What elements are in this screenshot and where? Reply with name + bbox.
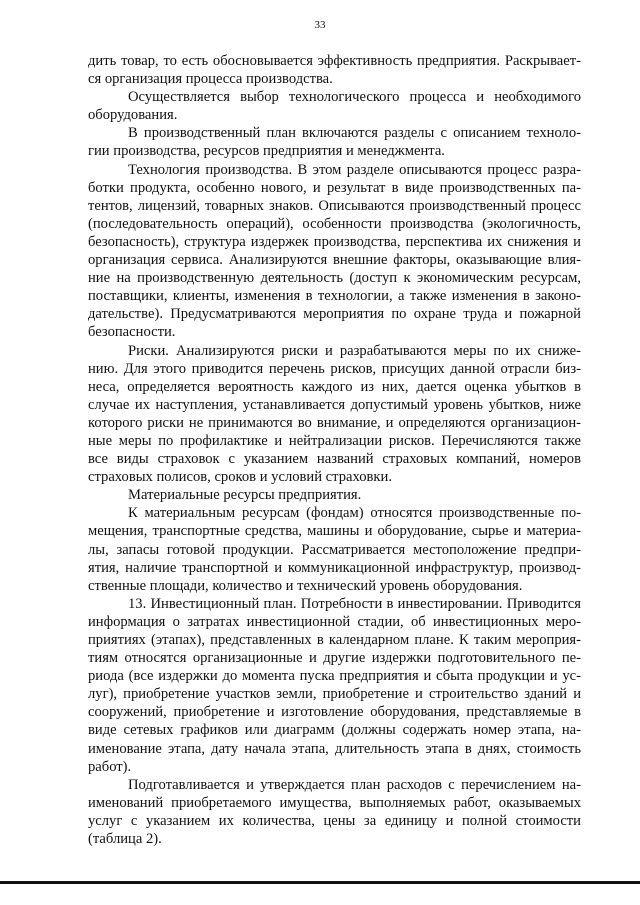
text-line: оборудования. — [88, 107, 178, 124]
text-line: сооружений, приобретение и изготовление оборудования, представляемые в — [88, 704, 581, 721]
text-line: ные меры по профилактике и нейтрализации рисков. Перечисляются также — [88, 432, 581, 449]
text-line: Подготавливается и утверждается план расходов с перечислением на- — [128, 776, 581, 793]
text-line: именование этапа, дату начала этапа, длительность этапа в днях, стоимость — [88, 740, 581, 757]
text-line: В производственный план включаются разделы с описанием техноло- — [128, 125, 581, 142]
text-line: риода (все издержки до момента пуска предприятия и сбыта продукции и ус- — [88, 668, 581, 685]
text-line: услуг с указанием их количества, цены за единицу и полной стоимости — [88, 812, 581, 829]
text-line: дательстве). Предусматриваются мероприятия по охране труда и пожарной — [88, 306, 581, 323]
text-line: ственные площади, количество и технический уровень оборудования. — [88, 577, 523, 594]
text-line: случае их наступления, устанавливается допустимый уровень убытков, ниже — [88, 396, 581, 413]
text-line: страховых полисов, сроков и условий страховки. — [88, 469, 392, 486]
text-line: безопасность), структура издержек производства, перспектива их снижения и — [88, 233, 581, 250]
text-line: именований приобретаемого имущества, выполняемых работ, оказываемых — [88, 794, 581, 811]
text-line: ботки продукта, особенно нового, и результат в виде производственных па- — [88, 179, 581, 196]
text-line: тентов, лицензий, товарных знаков. Описываются производственный процесс — [88, 197, 581, 214]
text-line: ся организация процесса производства. — [88, 71, 333, 88]
text-line: информация о затратах инвестиционной стадии, об инвестиционных меро- — [88, 613, 581, 630]
text-line: Риски. Анализируются риски и разрабатываются меры по их сниже- — [128, 342, 581, 359]
text-line: которого риски не принимаются во внимание, и определяются организацион- — [88, 414, 581, 431]
text-line: Материальные ресурсы предприятия. — [128, 487, 362, 504]
text-line: 13. Инвестиционный план. Потребности в инвестировании. Приводится — [128, 595, 581, 612]
text-line: мещения, транспортные средства, машины и оборудование, сырье и материа- — [88, 523, 581, 540]
text-line: К материальным ресурсам (фондам) относятся производственные по- — [128, 505, 581, 522]
text-line: ятия, наличие транспортной и коммуникационной инфраструктур, производ- — [88, 559, 581, 576]
text-line: поставщики, клиенты, изменения в технологии, а также изменения в законо- — [88, 288, 581, 305]
text-line: тиям относятся организационные и другие издержки подготовительного пе- — [88, 650, 581, 667]
text-line: все виды страховок с указанием названий страховых компаний, номеров — [88, 451, 581, 468]
text-line: лы, запасы готовой продукции. Рассматривается местоположение предпри- — [88, 541, 581, 558]
text-line: нию. Для этого приводится перечень рисков, присущих данной отрасли биз- — [88, 360, 581, 377]
body-text — [88, 52, 581, 848]
text-line: безопасности. — [88, 324, 176, 341]
text-line: (таблица 2). — [88, 831, 162, 848]
text-line: Технология производства. В этом разделе описываются процесс разра- — [128, 161, 581, 178]
text-line: виде сетевых графиков или диаграмм (должны содержать номер этапа, на- — [88, 722, 581, 739]
page-number: 33 — [314, 19, 326, 31]
text-line: дить товар, то есть обосновывается эффективность предприятия. Раскрывает- — [88, 53, 581, 69]
bottom-rule — [0, 881, 640, 884]
text-line: гии производства, ресурсов предприятия и менеджмента. — [88, 143, 445, 160]
text-line: Осуществляется выбор технологического процесса и необходимого — [128, 89, 581, 106]
text-line: работ). — [88, 758, 132, 775]
text-line: приятиях (этапах), представленных в календарном плане. К таким мероприя- — [88, 632, 581, 648]
text-line: (последовательность операций), особенности производства (экологичность, — [88, 215, 581, 232]
text-line: организация сервиса. Анализируются внешние факторы, оказывающие влия- — [88, 252, 581, 269]
text-line: неса, определяется вероятность каждого из них, дается оценка убытков в — [88, 378, 581, 395]
text-line: ние на производственную деятельность (доступ к экономическим ресурсам, — [88, 270, 581, 287]
text-line: луг), приобретение участков земли, приобретение и строительство зданий и — [88, 686, 581, 703]
